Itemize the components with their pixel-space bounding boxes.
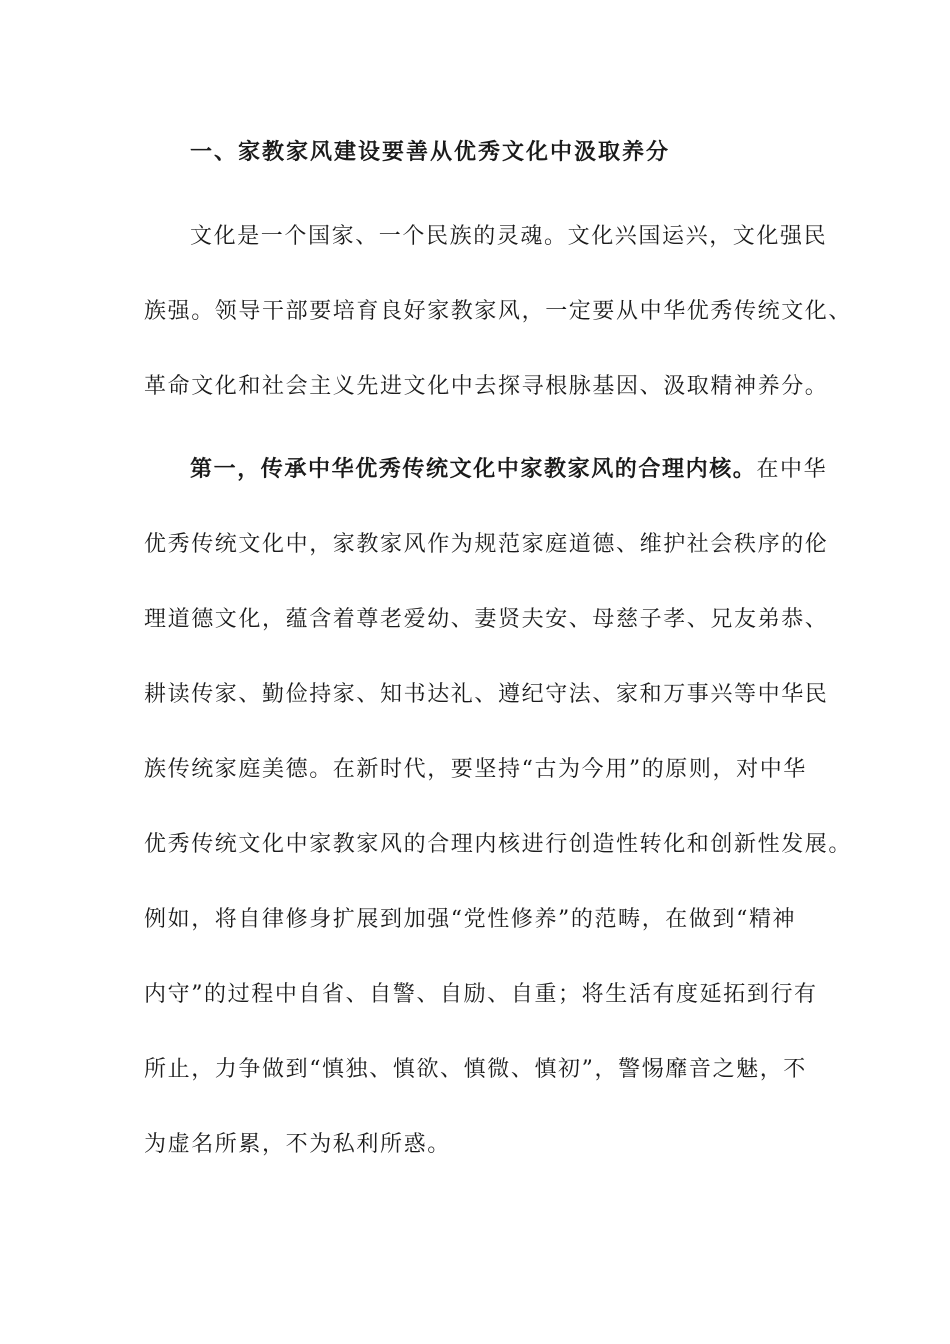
bold-lead-sentence: 第一，传承中华优秀传统文化中家教家风的合理内核。 (190, 456, 757, 482)
paragraph-line: 耕读传家、勤俭持家、知书达礼、遵纪守法、家和万事兴等中华民 (144, 682, 829, 707)
paragraph-line: 所止，力争做到“慎独、慎欲、慎微、慎初”，警惕靡音之魅，不 (144, 1057, 807, 1082)
paragraph-line: 优秀传统文化中家教家风的合理内核进行创造性转化和创新性发展。 (144, 832, 853, 857)
lead-continuation: 在中华 (756, 457, 828, 482)
paragraph-line: 内守”的过程中自省、自警、自励、自重；将生活有度延拓到行有 (144, 982, 818, 1007)
section-heading: 一、家教家风建设要善从优秀文化中汲取养分 (190, 139, 671, 165)
paragraph-line: 文化是一个国家、一个民族的灵魂。文化兴国运兴，文化强民 (190, 224, 828, 249)
paragraph-line: 为虚名所累，不为私利所惑。 (144, 1132, 451, 1157)
paragraph-line: 革命文化和社会主义先进文化中去探寻根脉基因、汲取精神养分。 (144, 374, 829, 399)
paragraph-line (190, 454, 827, 485)
paragraph-line: 理道德文化，蕴含着尊老爱幼、妻贤夫安、母慈子孝、兄友弟恭、 (144, 607, 829, 632)
paragraph-line: 例如，将自律修身扩展到加强“党性修养”的范畴，在做到“精神 (144, 907, 797, 932)
paragraph-line: 优秀传统文化中，家教家风作为规范家庭道德、维护社会秩序的伦 (144, 532, 829, 557)
paragraph-line: 族强。领导干部要培育良好家教家风，一定要从中华优秀传统文化、 (144, 299, 853, 324)
paragraph-line: 族传统家庭美德。在新时代，要坚持“古为今用”的原则，对中华 (144, 757, 807, 782)
